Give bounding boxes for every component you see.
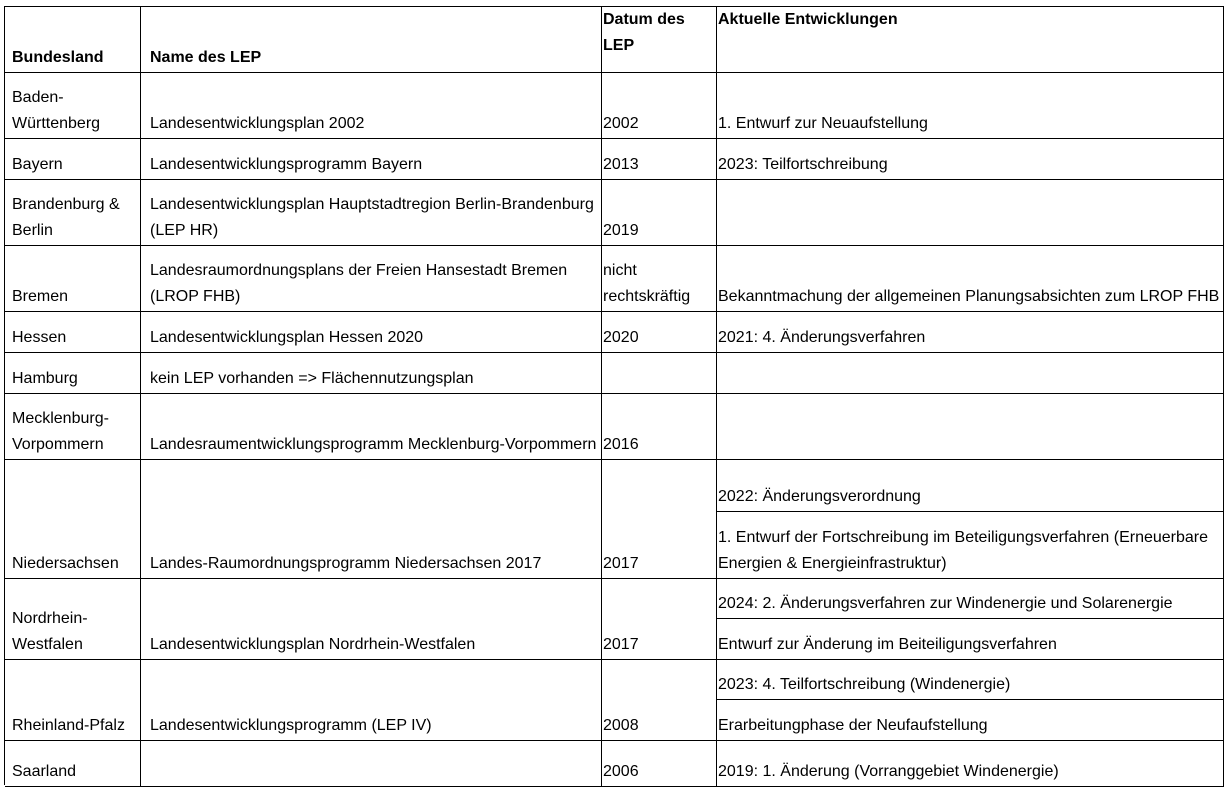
table-row xyxy=(5,180,1224,246)
cell-lep-name: Landes-Raumordnungsprogramm Niedersachsen 2017 xyxy=(141,460,602,578)
cell-datum: 2017 xyxy=(602,460,717,578)
entwicklung-entry: 1. Entwurf der Fortschreibung im Beteiligungsverfahren (Erneuerbare Energien & Energieinfrastruktur) xyxy=(718,529,1209,572)
table-row xyxy=(5,139,1224,180)
cell-entwicklungen xyxy=(717,246,1224,311)
cell-datum: 2017 xyxy=(602,579,717,659)
header-name: Name des LEP xyxy=(141,7,602,72)
table-header xyxy=(5,7,1224,73)
cell-bundesland: Mecklenburg-Vorpommern xyxy=(5,394,141,459)
cell-bundesland: Rheinland-Pfalz xyxy=(5,660,141,740)
table-row xyxy=(5,312,1224,353)
cell-lep-name: Landesentwicklungsprogramm (LEP IV) xyxy=(141,660,602,740)
cell-datum: 2020 xyxy=(602,312,717,352)
cell-entwicklungen xyxy=(717,741,1224,786)
cell-entwicklungen xyxy=(717,353,1224,393)
entwicklung-entry: Entwurf zur Änderung im Beiteiligungsverfahren xyxy=(718,636,1057,653)
table-row xyxy=(5,741,1224,787)
cell-lep-name: Landesentwicklungsplan 2002 xyxy=(141,73,602,138)
cell-entwicklungen xyxy=(717,394,1224,459)
entwicklung-entry: 1. Entwurf zur Neuaufstellung xyxy=(718,115,928,132)
cell-lep-name: Landesraumentwicklungsprogramm Mecklenburg-Vorpommern xyxy=(141,394,602,459)
table-row xyxy=(5,660,1224,741)
table-row xyxy=(5,353,1224,394)
table-row xyxy=(5,73,1224,139)
cell-datum: 2013 xyxy=(602,139,717,179)
cell-entwicklungen xyxy=(717,579,1224,659)
cell-bundesland: Saarland xyxy=(5,741,141,786)
cell-lep-name xyxy=(141,741,602,786)
cell-bundesland: Bayern xyxy=(5,139,141,179)
entwicklung-entry: 2021: 4. Änderungsverfahren xyxy=(718,329,926,346)
entwicklung-entry xyxy=(717,394,1223,459)
header-bundesland: Bundesland xyxy=(5,7,141,72)
entwicklung-entry: Bekanntmachung der allgemeinen Planungsabsichten zum LROP FHB xyxy=(718,288,1220,305)
cell-datum: 2019 xyxy=(602,180,717,245)
entwicklung-entry xyxy=(717,180,1223,245)
entwicklung-entry: Erarbeitungphase der Neufaufstellung xyxy=(718,717,988,734)
lep-table xyxy=(4,6,1224,785)
cell-lep-name: Landesentwicklungsplan Nordrhein-Westfalen xyxy=(141,579,602,659)
table-row xyxy=(5,394,1224,460)
cell-bundesland: Bremen xyxy=(5,246,141,311)
header-datum: Datum des LEP xyxy=(602,7,717,72)
cell-bundesland: Baden-Württenberg xyxy=(5,73,141,138)
table-row xyxy=(5,460,1224,579)
cell-lep-name: Landesentwicklungsplan Hauptstadtregion Berlin-Brandenburg (LEP HR) xyxy=(141,180,602,245)
cell-bundesland: Hamburg xyxy=(5,353,141,393)
cell-lep-name: kein LEP vorhanden => Flächennutzungsplan xyxy=(141,353,602,393)
cell-lep-name: Landesentwicklungsprogramm Bayern xyxy=(141,139,602,179)
header-entwicklungen: Aktuelle Entwicklungen xyxy=(717,7,1224,72)
cell-datum: 2008 xyxy=(602,660,717,740)
cell-datum: nicht rechtskräftig xyxy=(602,246,717,311)
entwicklung-entry: 2019: 1. Änderung (Vorranggebiet Windenergie) xyxy=(718,763,1059,780)
cell-datum: 2016 xyxy=(602,394,717,459)
entwicklung-entry: 2023: 4. Teilfortschreibung (Windenergie) xyxy=(717,660,1223,700)
cell-entwicklungen xyxy=(717,660,1224,740)
entwicklung-entry: 2024: 2. Änderungsverfahren zur Windenergie und Solarenergie xyxy=(717,579,1223,619)
table-row xyxy=(5,579,1224,660)
cell-bundesland: Hessen xyxy=(5,312,141,352)
cell-lep-name: Landesraumordnungsplans der Freien Hansestadt Bremen (LROP FHB) xyxy=(141,246,602,311)
entwicklung-entry: 2023: Teilfortschreibung xyxy=(718,156,888,173)
cell-lep-name: Landesentwicklungsplan Hessen 2020 xyxy=(141,312,602,352)
cell-entwicklungen xyxy=(717,312,1224,352)
table-row xyxy=(5,246,1224,312)
cell-entwicklungen xyxy=(717,139,1224,179)
cell-entwicklungen xyxy=(717,73,1224,138)
cell-entwicklungen xyxy=(717,460,1224,578)
cell-datum: 2002 xyxy=(602,73,717,138)
cell-datum: 2006 xyxy=(602,741,717,786)
cell-entwicklungen xyxy=(717,180,1224,245)
cell-datum xyxy=(602,353,717,393)
entwicklung-entry xyxy=(717,353,1223,393)
cell-bundesland: Brandenburg & Berlin xyxy=(5,180,141,245)
cell-bundesland: Nordrhein-Westfalen xyxy=(5,579,141,659)
entwicklung-entry: 2022: Änderungsverordnung xyxy=(717,460,1223,512)
cell-bundesland: Niedersachsen xyxy=(5,460,141,578)
